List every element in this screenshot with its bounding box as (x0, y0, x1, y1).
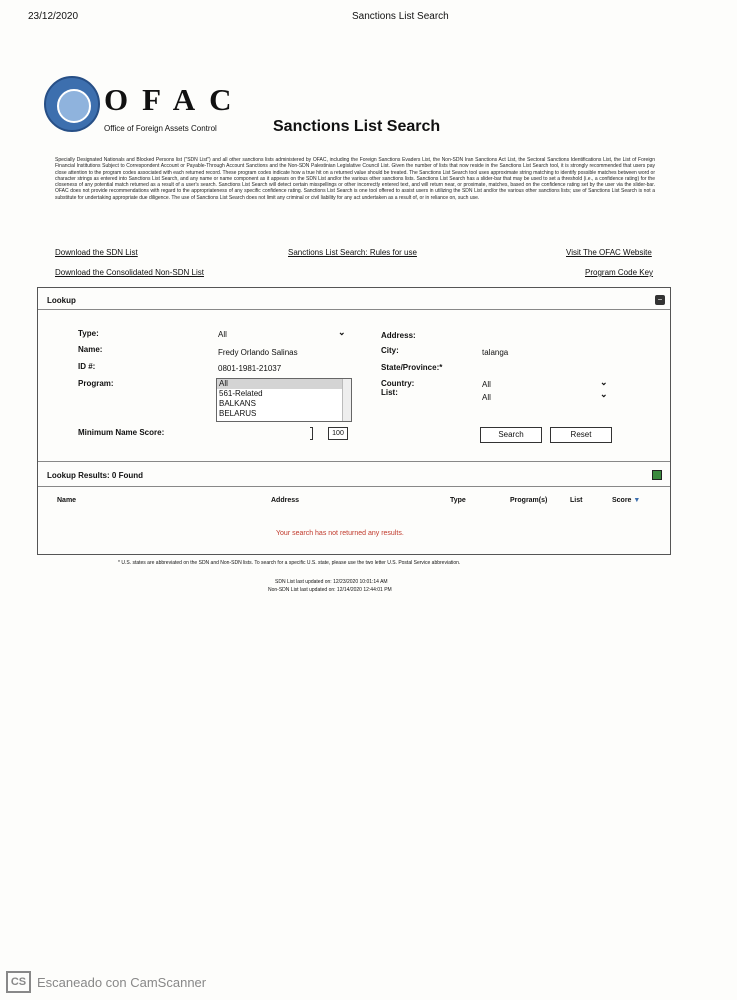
sdn-updated: SDN List last updated on: 12/23/2020 10:01:14 AM (275, 579, 388, 585)
min-score-input[interactable]: 100 (328, 427, 348, 440)
logo-subtitle: Office of Foreign Assets Control (104, 124, 217, 133)
address-label: Address: (381, 331, 416, 340)
ofac-logo[interactable]: OFAC (104, 82, 246, 117)
chevron-down-icon[interactable]: ⌄ (338, 327, 346, 337)
search-button[interactable]: Search (480, 427, 542, 443)
print-page-title: Sanctions List Search (352, 11, 449, 22)
camscanner-watermark: Escaneado con CamScanner (37, 975, 207, 990)
type-label: Type: (78, 329, 99, 338)
program-option[interactable]: BALKANS (219, 399, 256, 408)
country-label: Country: (381, 379, 415, 388)
id-label: ID #: (78, 362, 96, 371)
id-input[interactable]: 0801-1981-21037 (218, 364, 282, 373)
type-select[interactable]: All (218, 330, 227, 339)
print-date: 23/12/2020 (28, 11, 79, 22)
lookup-title: Lookup (47, 296, 76, 305)
download-non-sdn-link[interactable]: Download the Consolidated Non-SDN List (55, 268, 204, 277)
program-listbox[interactable] (216, 378, 352, 422)
name-label: Name: (78, 345, 103, 354)
download-sdn-link[interactable]: Download the SDN List (55, 248, 138, 257)
visit-ofac-link[interactable]: Visit The OFAC Website (566, 248, 652, 257)
program-option[interactable]: All (217, 379, 351, 389)
footnote: * U.S. states are abbreviated on the SDN and Non-SDN lists. To search for a specific U.S. state, please use the two letter U.S. Postal Service abbreviation. (118, 560, 461, 566)
col-list[interactable]: List (570, 497, 583, 504)
score-slider-handle[interactable] (310, 427, 313, 440)
col-type[interactable]: Type (450, 497, 466, 504)
camscanner-logo: CS (6, 971, 31, 993)
sort-desc-icon: ▼ (633, 497, 641, 504)
program-option[interactable]: BELARUS (219, 409, 257, 418)
col-name[interactable]: Name (57, 497, 77, 504)
reset-button[interactable]: Reset (550, 427, 612, 443)
empty-results-message: Your search has not returned any results. (276, 530, 404, 537)
divider (38, 486, 670, 487)
col-programs[interactable]: Program(s) (510, 497, 548, 504)
non-sdn-updated: Non-SDN List last updated on: 12/14/2020 12:44:01 PM (268, 587, 392, 593)
city-label: City: (381, 346, 399, 355)
name-input[interactable]: Fredy Orlando Salinas (218, 348, 298, 357)
lookup-panel (37, 287, 671, 555)
rules-link[interactable]: Sanctions List Search: Rules for use (288, 248, 417, 257)
list-select[interactable]: All (482, 393, 491, 402)
country-select[interactable]: All (482, 380, 491, 389)
col-score-label: Score (612, 497, 632, 504)
treasury-seal-icon (44, 76, 100, 132)
state-label: State/Province:* (381, 363, 443, 372)
col-address[interactable]: Address (271, 497, 300, 504)
divider (38, 309, 670, 310)
program-label: Program: (78, 379, 114, 388)
col-score[interactable] (612, 497, 640, 504)
program-key-link[interactable]: Program Code Key (585, 268, 654, 277)
list-label: List: (381, 388, 398, 397)
program-scrollbar[interactable] (342, 379, 351, 421)
results-title: Lookup Results: 0 Found (47, 471, 143, 480)
intro-paragraph: Specially Designated Nationals and Blocked Persons list ("SDN List") and all other sanctions lists administered by OFAC, including the Foreign Sanctions Evaders List, the Non-SDN Iran Sanctions Act List, the Sectoral Sanctions Identifications List, the List of Foreign Financial Institutions Subject to Correspondent Account or Payable-Through Account Sanctions and the Non-SDN Palestinian Legislative Council List. Given the number of lists that now reside in the Sanctions List Search tool, it is strongly recommended that users pay close attention to the program codes associated with each returned record. These program codes indicate how a true hit on a returned value should be treated. The Sanctions List Search tool uses approximate string matching to identify possible matches between word or character strings as entered into Sanctions List Search, and any name or name component as it appears on the SDN List and/or the various other sanctions lists. Sanctions List Search has a slider-bar that may be used to set a threshold (i.e., a confidence rating) for the closeness of any potential match returned as a result of a user's search. Sanctions List Search will detect certain misspellings or other incorrectly entered text, and will return near, or proximate, matches, based on the confidence rating set by the user via the slider-bar. OFAC does not provide recommendations with regard to the appropriateness of any specific confidence rating. Sanctions List Search is one tool offered to assist users in utilizing the SDN List and/or the various other sanctions lists; use of Sanctions List Search is not a substitute for undertaking appropriate due diligence. The use of Sanctions List Search does not limit any criminal or civil liability for any act undertaken as a result of, or in reliance on, such use. (55, 157, 655, 201)
chevron-down-icon[interactable]: ⌄ (600, 389, 608, 399)
city-input[interactable]: talanga (482, 348, 509, 357)
export-icon[interactable] (652, 470, 662, 480)
chevron-down-icon[interactable]: ⌄ (600, 377, 608, 387)
min-score-label: Minimum Name Score: (78, 428, 165, 437)
program-option[interactable]: 561-Related (219, 389, 263, 398)
divider (38, 461, 670, 462)
page-title: Sanctions List Search (273, 118, 441, 135)
collapse-icon[interactable]: − (655, 295, 665, 305)
